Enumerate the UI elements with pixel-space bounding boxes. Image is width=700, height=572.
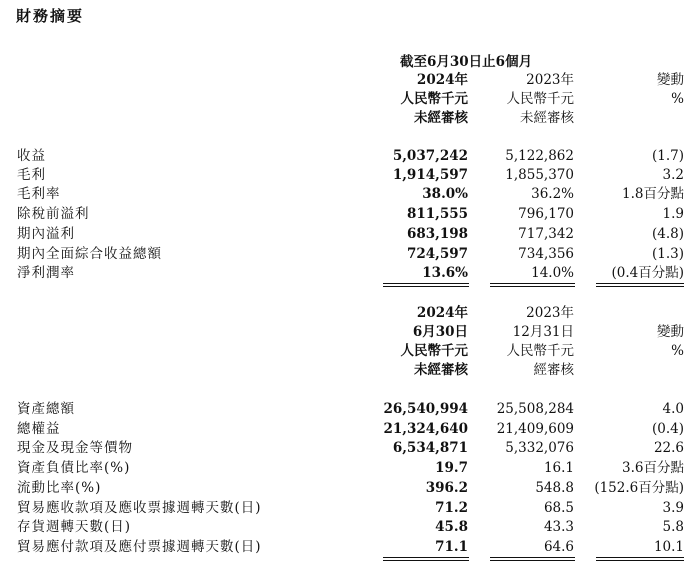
s2-col-2024-unit: 人民幣千元	[400, 343, 468, 359]
value-change: (1.7)	[651, 148, 684, 164]
row-label: 期內全面綜合收益總額	[17, 246, 162, 262]
s2-rule-2023-top	[490, 557, 575, 558]
row-label: 總權益	[17, 421, 61, 437]
row-label: 淨利潤率	[17, 265, 75, 281]
value-2023: 1,855,370	[505, 167, 574, 183]
value-2024: 6,534,871	[392, 440, 468, 456]
s1-col-2023-audit: 未經審核	[520, 110, 574, 126]
value-2024: 13.6%	[422, 265, 468, 281]
value-change: 1.9	[662, 206, 684, 222]
value-2023: 717,342	[518, 226, 574, 242]
s1-col-2024-year: 2024年	[416, 72, 468, 88]
row-label: 資產總額	[17, 401, 75, 417]
row-label: 存貨週轉天數(日)	[17, 519, 132, 535]
value-2023: 64.6	[543, 539, 574, 555]
value-2024: 5,037,242	[392, 148, 468, 164]
value-2024: 21,324,640	[383, 421, 468, 437]
s1-rule-2024-top	[383, 283, 469, 284]
s2-rule-2023-bottom	[490, 560, 575, 561]
row-label: 除稅前溢利	[17, 206, 90, 222]
value-2024: 1,914,597	[392, 167, 468, 183]
value-change: (0.4百分點)	[611, 265, 684, 281]
s1-rule-change-bottom	[596, 286, 684, 287]
s2-col-2023-year: 2023年	[526, 305, 574, 321]
value-change: (4.8)	[651, 226, 684, 242]
value-change: 3.2	[662, 167, 684, 183]
value-change: 1.8百分點	[622, 186, 684, 202]
row-label: 貿易應收款項及應收票據週轉天數(日)	[17, 500, 262, 516]
s1-col-2024-audit: 未經審核	[414, 110, 468, 126]
value-2024: 38.0%	[422, 186, 468, 202]
value-2023: 25,508,284	[496, 401, 574, 417]
s2-col-2023-audit: 經審核	[533, 362, 574, 378]
value-2023: 5,332,076	[505, 440, 574, 456]
row-label: 期內溢利	[17, 226, 75, 242]
value-2023: 796,170	[518, 206, 574, 222]
value-change: 5.8	[662, 519, 684, 535]
value-2023: 5,122,862	[505, 148, 574, 164]
value-2024: 71.2	[435, 500, 468, 516]
row-label: 流動比率(%)	[17, 480, 102, 496]
value-2024: 724,597	[406, 246, 468, 262]
value-2023: 68.5	[543, 500, 574, 516]
s2-rule-2024-bottom	[383, 560, 469, 561]
value-2024: 19.7	[435, 460, 468, 476]
value-change: (152.6百分點)	[594, 480, 684, 496]
value-2024: 811,555	[406, 206, 468, 222]
row-label: 毛利	[17, 167, 46, 183]
row-label: 收益	[17, 148, 46, 164]
row-label: 資產負債比率(%)	[17, 460, 131, 476]
s1-col-change-title: 變動	[657, 72, 684, 88]
s1-col-2023-year: 2023年	[526, 72, 574, 88]
s1-rule-2023-top	[490, 283, 575, 284]
s2-col-2023-date: 12月31日	[512, 324, 574, 340]
s1-rule-change-top	[596, 283, 684, 284]
row-label: 現金及現金等價物	[17, 440, 133, 456]
value-2023: 43.3	[543, 519, 574, 535]
value-2024: 26,540,994	[383, 401, 468, 417]
page-title: 財務摘要	[16, 7, 85, 25]
value-change: (0.4)	[651, 421, 684, 437]
value-2024: 45.8	[435, 519, 468, 535]
value-2023: 21,409,609	[496, 421, 574, 437]
s2-col-2024-year: 2024年	[416, 305, 468, 321]
value-2023: 734,356	[518, 246, 574, 262]
s2-col-2023-unit: 人民幣千元	[506, 343, 574, 359]
value-2024: 71.1	[435, 539, 468, 555]
s1-rule-2024-bottom	[383, 286, 469, 287]
s1-col-2024-unit: 人民幣千元	[400, 91, 468, 107]
value-change: 3.9	[662, 500, 684, 516]
value-change: 10.1	[653, 539, 684, 555]
value-change: 4.0	[662, 401, 684, 417]
value-2023: 548.8	[535, 480, 574, 496]
s2-col-change-title: 變動	[657, 324, 684, 340]
value-2024: 396.2	[425, 480, 468, 496]
value-2024: 683,198	[406, 226, 468, 242]
value-change: 3.6百分點	[622, 460, 684, 476]
s1-col-change-unit: %	[671, 91, 684, 107]
period-header: 截至6月30日止6個月	[400, 54, 533, 70]
row-label: 貿易應付款項及應付票據週轉天數(日)	[17, 539, 262, 555]
s2-col-2024-date: 6月30日	[412, 324, 468, 340]
s2-rule-change-top	[596, 557, 684, 558]
s2-rule-2024-top	[383, 557, 469, 558]
value-change: 22.6	[653, 440, 684, 456]
value-2023: 14.0%	[531, 265, 574, 281]
row-label: 毛利率	[17, 186, 61, 202]
value-2023: 16.1	[543, 460, 574, 476]
value-change: (1.3)	[651, 246, 684, 262]
s2-col-2024-audit: 未經審核	[414, 362, 468, 378]
s2-col-change-unit: %	[671, 343, 684, 359]
s1-col-2023-unit: 人民幣千元	[506, 91, 574, 107]
s1-rule-2023-bottom	[490, 286, 575, 287]
value-2023: 36.2%	[531, 186, 574, 202]
s2-rule-change-bottom	[596, 560, 684, 561]
